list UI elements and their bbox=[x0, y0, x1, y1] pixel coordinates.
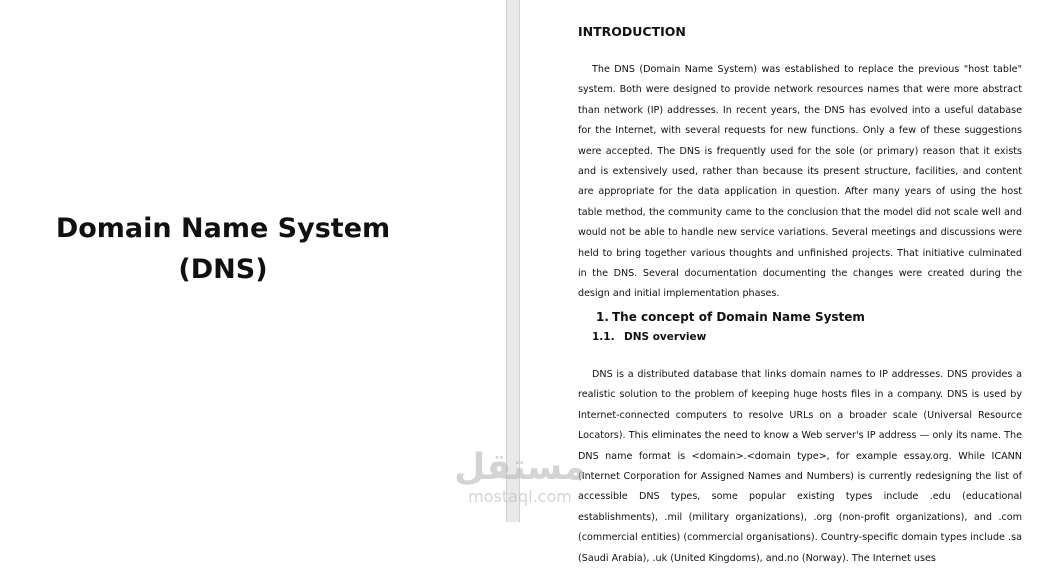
cover-page bbox=[0, 0, 506, 522]
section-title: The concept of Domain Name System bbox=[612, 309, 865, 324]
subsection-heading-1-1 bbox=[592, 327, 1022, 347]
page-separator bbox=[506, 0, 520, 522]
content-page bbox=[520, 0, 1042, 564]
watermark-latin: mostaql.com bbox=[468, 487, 572, 506]
cover-title-line2: (DNS) bbox=[178, 254, 268, 285]
introduction-heading: INTRODUCTION bbox=[578, 24, 686, 39]
subsection-number: 1.1. bbox=[592, 330, 615, 343]
watermark-arabic: مستقل bbox=[454, 447, 586, 488]
subsection-title: DNS overview bbox=[624, 330, 707, 343]
cover-title bbox=[0, 208, 446, 290]
section-number: 1. bbox=[596, 309, 609, 324]
cover-title-line1: Domain Name System bbox=[55, 213, 391, 244]
overview-paragraph: DNS is a distributed database that links domain names to IP addresses. DNS provides a realistic solution to the problem of keeping huge hosts files in a company. DNS is used by Internet-connected computers to resolve URLs on a broader scale (Universal Resource Locators). This eliminates the need to know a Web server's IP address — only its name. The DNS name format is <domain>.<domain type>, for example essay.org. While ICANN (Internet Corporation for Assigned Names and Numbers) is currently redesigning the list of accessible DNS types, some popular existing types include .edu (educational establishments), .mil (military organizations), .org (non-profit organizations), and .com (commercial entities) (commercial organisations). Country-specific domain types include .sa (Saudi Arabia), .uk (United Kingdoms), and.no (Norway). The Internet uses bbox=[578, 368, 1022, 564]
introduction-paragraph: The DNS (Domain Name System) was established to replace the previous "host table" system. Both were designed to provide network resources names that were more abstract than network (IP) addresses. In recent years, the DNS has evolved into a useful database for the Internet, with several requests for new functions. Only a few of these suggestions were accepted. The DNS is frequently used for the sole (or primary) reason that it exists and is extensively used, rather than because its present structure, facilities, and content are appropriate for the data application in question. After many years of using the host table method, the community came to the conclusion that the model did not scale well and would not be able to handle new service variations. Several meetings and discussions were held to bring together various thoughts and unfinished projects. That initiative culminated in the DNS. Several documentation documenting the changes were created during the design and initial implementation phases. bbox=[578, 64, 1022, 300]
page-content bbox=[578, 22, 1022, 569]
section-heading-1 bbox=[596, 307, 1022, 327]
